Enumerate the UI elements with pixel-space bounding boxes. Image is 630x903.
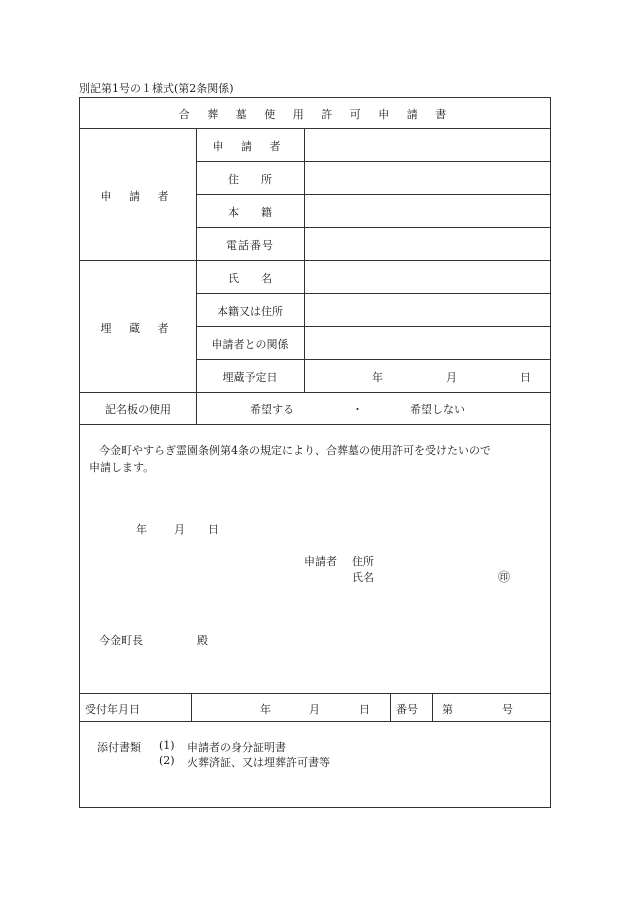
buried-domicile-label: 本籍又は住所 (217, 305, 283, 318)
statement-line-2: 申請します。 (89, 461, 155, 474)
nameplate-separator: ・ (352, 403, 363, 416)
attachment-marker: (2) (159, 754, 175, 767)
reception-number-suffix: 号 (502, 703, 513, 716)
divider (196, 128, 197, 392)
divider (196, 392, 197, 424)
buried-date-label: 埋蔵予定日 (222, 371, 278, 384)
divider (80, 128, 550, 129)
statement-date-year: 年 (136, 523, 147, 536)
nameplate-option-no[interactable]: 希望しない (410, 403, 465, 416)
divider (196, 227, 550, 228)
applicant-address-label: 住 所 (228, 173, 272, 186)
applicant-name-label: 申 請 者 (212, 140, 288, 153)
divider (196, 326, 550, 327)
addressee: 今金町長 (99, 634, 143, 647)
reception-month: 月 (309, 703, 320, 716)
attachment-marker: (1) (159, 739, 175, 752)
application-form (79, 97, 551, 808)
nameplate-option-yes[interactable]: 希望する (250, 403, 294, 416)
signature-applicant-label: 申請者 (304, 555, 337, 568)
signature-address-label: 住所 (352, 555, 374, 568)
statement-date-day: 日 (208, 523, 219, 536)
reception-year: 年 (260, 703, 271, 716)
buried-relation-label: 申請者との関係 (211, 338, 289, 351)
reception-day: 日 (359, 703, 370, 716)
divider (196, 293, 550, 294)
reception-number-prefix: 第 (442, 703, 453, 716)
divider (390, 693, 391, 721)
form-title: 合 葬 墓 使 用 許 可 申 請 書 (178, 108, 454, 121)
addressee-honorific: 殿 (197, 634, 208, 647)
applicant-group-label: 申 請 者 (100, 190, 176, 203)
divider (80, 693, 550, 694)
divider (196, 161, 550, 162)
divider (80, 424, 550, 425)
signature-name-label: 氏名 (352, 571, 374, 584)
divider (191, 693, 192, 721)
buried-date-month: 月 (446, 371, 457, 384)
form-reference: 別記第1号の１様式(第2条関係) (79, 82, 234, 95)
reception-number-label: 番号 (396, 703, 418, 716)
divider (80, 721, 550, 722)
buried-date-year: 年 (372, 371, 383, 384)
buried-date-day: 日 (520, 371, 531, 384)
buried-group-label: 埋 蔵 者 (100, 322, 176, 335)
divider (304, 128, 305, 392)
divider (196, 359, 550, 360)
attachment-item: 火葬済証、又は埋葬許可書等 (187, 756, 330, 769)
statement-line-1: 今金町やすらぎ霊園条例第4条の規定により、合葬墓の使用許可を受けたいので (99, 444, 491, 457)
seal-mark: ㊞ (498, 570, 511, 584)
applicant-domicile-label: 本 籍 (228, 206, 272, 219)
nameplate-label: 記名板の使用 (105, 403, 171, 416)
attachment-item: 申請者の身分証明書 (187, 741, 286, 754)
attachments-label: 添付書類 (97, 741, 141, 754)
divider (80, 392, 550, 393)
divider (432, 693, 433, 721)
reception-date-label: 受付年月日 (85, 703, 140, 716)
divider (80, 260, 550, 261)
applicant-phone-label: 電話番号 (226, 239, 274, 252)
divider (196, 194, 550, 195)
buried-name-label: 氏 名 (228, 272, 272, 285)
statement-date-month: 月 (174, 523, 185, 536)
